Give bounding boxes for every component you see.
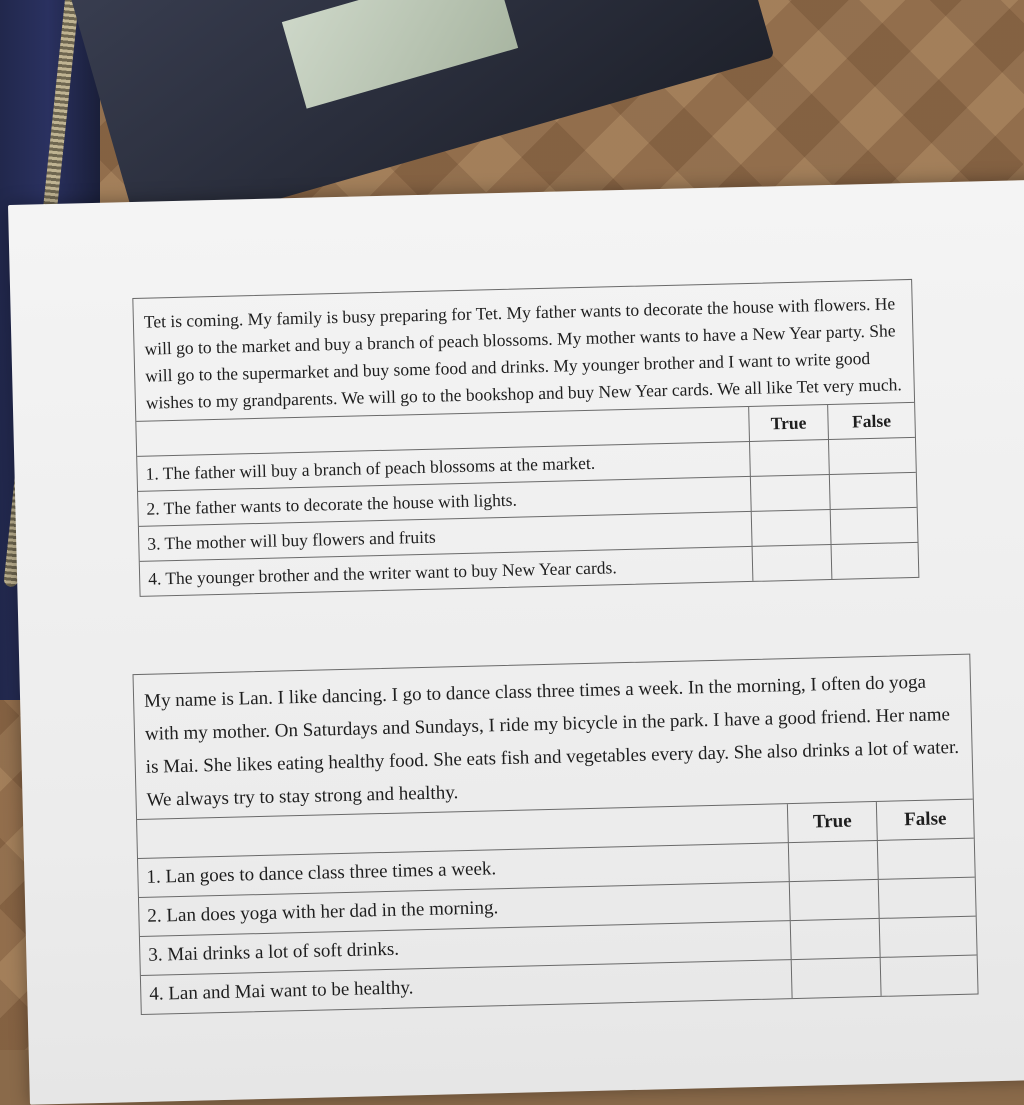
true-answer-cell[interactable] bbox=[749, 440, 829, 477]
true-answer-cell[interactable] bbox=[751, 510, 831, 547]
true-answer-cell[interactable] bbox=[788, 840, 878, 881]
exercise-1-table bbox=[136, 403, 918, 596]
true-column-header: True bbox=[787, 802, 877, 843]
false-answer-cell[interactable] bbox=[879, 916, 976, 957]
false-answer-cell[interactable] bbox=[877, 838, 974, 879]
true-answer-cell[interactable] bbox=[750, 475, 830, 512]
exercise-2 bbox=[132, 654, 978, 1015]
statement-cell: 3. Mai drinks a lot of soft drinks. bbox=[140, 921, 791, 976]
true-column-header: True bbox=[749, 405, 829, 441]
exercise-1 bbox=[132, 279, 919, 597]
false-answer-cell[interactable] bbox=[831, 542, 918, 579]
exercise-1-passage: Tet is coming. My family is busy preparing for Tet. My father wants to decorate the house with flowers. He will go to the market and buy a branch of peach blossoms. My mother wants to have a New Year party. She will go to the supermarket and buy some food and drinks. My younger brother and I want to write good wishes to my grandparents. We will go to the bookshop and buy New Year cards. We all like Tet very much. bbox=[133, 280, 914, 422]
true-answer-cell[interactable] bbox=[752, 544, 832, 580]
true-answer-cell[interactable] bbox=[789, 879, 879, 920]
false-answer-cell[interactable] bbox=[828, 437, 915, 474]
statement-cell: 3. The mother will buy flowers and fruits bbox=[139, 511, 752, 561]
statement-cell: 2. Lan does yoga with her dad in the morning. bbox=[139, 882, 790, 937]
true-answer-cell[interactable] bbox=[790, 918, 880, 959]
statement-cell: 1. Lan goes to dance class three times a week. bbox=[138, 843, 789, 898]
false-column-header: False bbox=[828, 403, 915, 440]
false-answer-cell[interactable] bbox=[829, 472, 916, 509]
false-column-header: False bbox=[876, 800, 973, 841]
true-answer-cell[interactable] bbox=[791, 957, 881, 998]
false-answer-cell[interactable] bbox=[878, 877, 975, 918]
statement-cell: 4. Lan and Mai want to be healthy. bbox=[141, 960, 792, 1014]
statement-cell: 1. The father will buy a branch of peach blossoms at the market. bbox=[137, 441, 750, 491]
worksheet-paper bbox=[8, 179, 1024, 1105]
statement-cell: 2. The father wants to decorate the house with lights. bbox=[138, 476, 751, 526]
false-answer-cell[interactable] bbox=[830, 507, 917, 544]
exercise-2-passage: My name is Lan. I like dancing. I go to dance class three times a week. In the morning, I often do yoga with my mother. On Saturdays and Sundays, I ride my bicycle in the park. I have a good friend. Her name is Mai. She likes eating healthy food. She eats fish and vegetables every day. She also drinks a lot of water. We always try to stay strong and healthy. bbox=[134, 655, 973, 820]
false-answer-cell[interactable] bbox=[880, 955, 977, 996]
exercise-2-table bbox=[137, 800, 977, 1014]
statement-cell: 4. The younger brother and the writer want to buy New Year cards. bbox=[140, 546, 753, 595]
